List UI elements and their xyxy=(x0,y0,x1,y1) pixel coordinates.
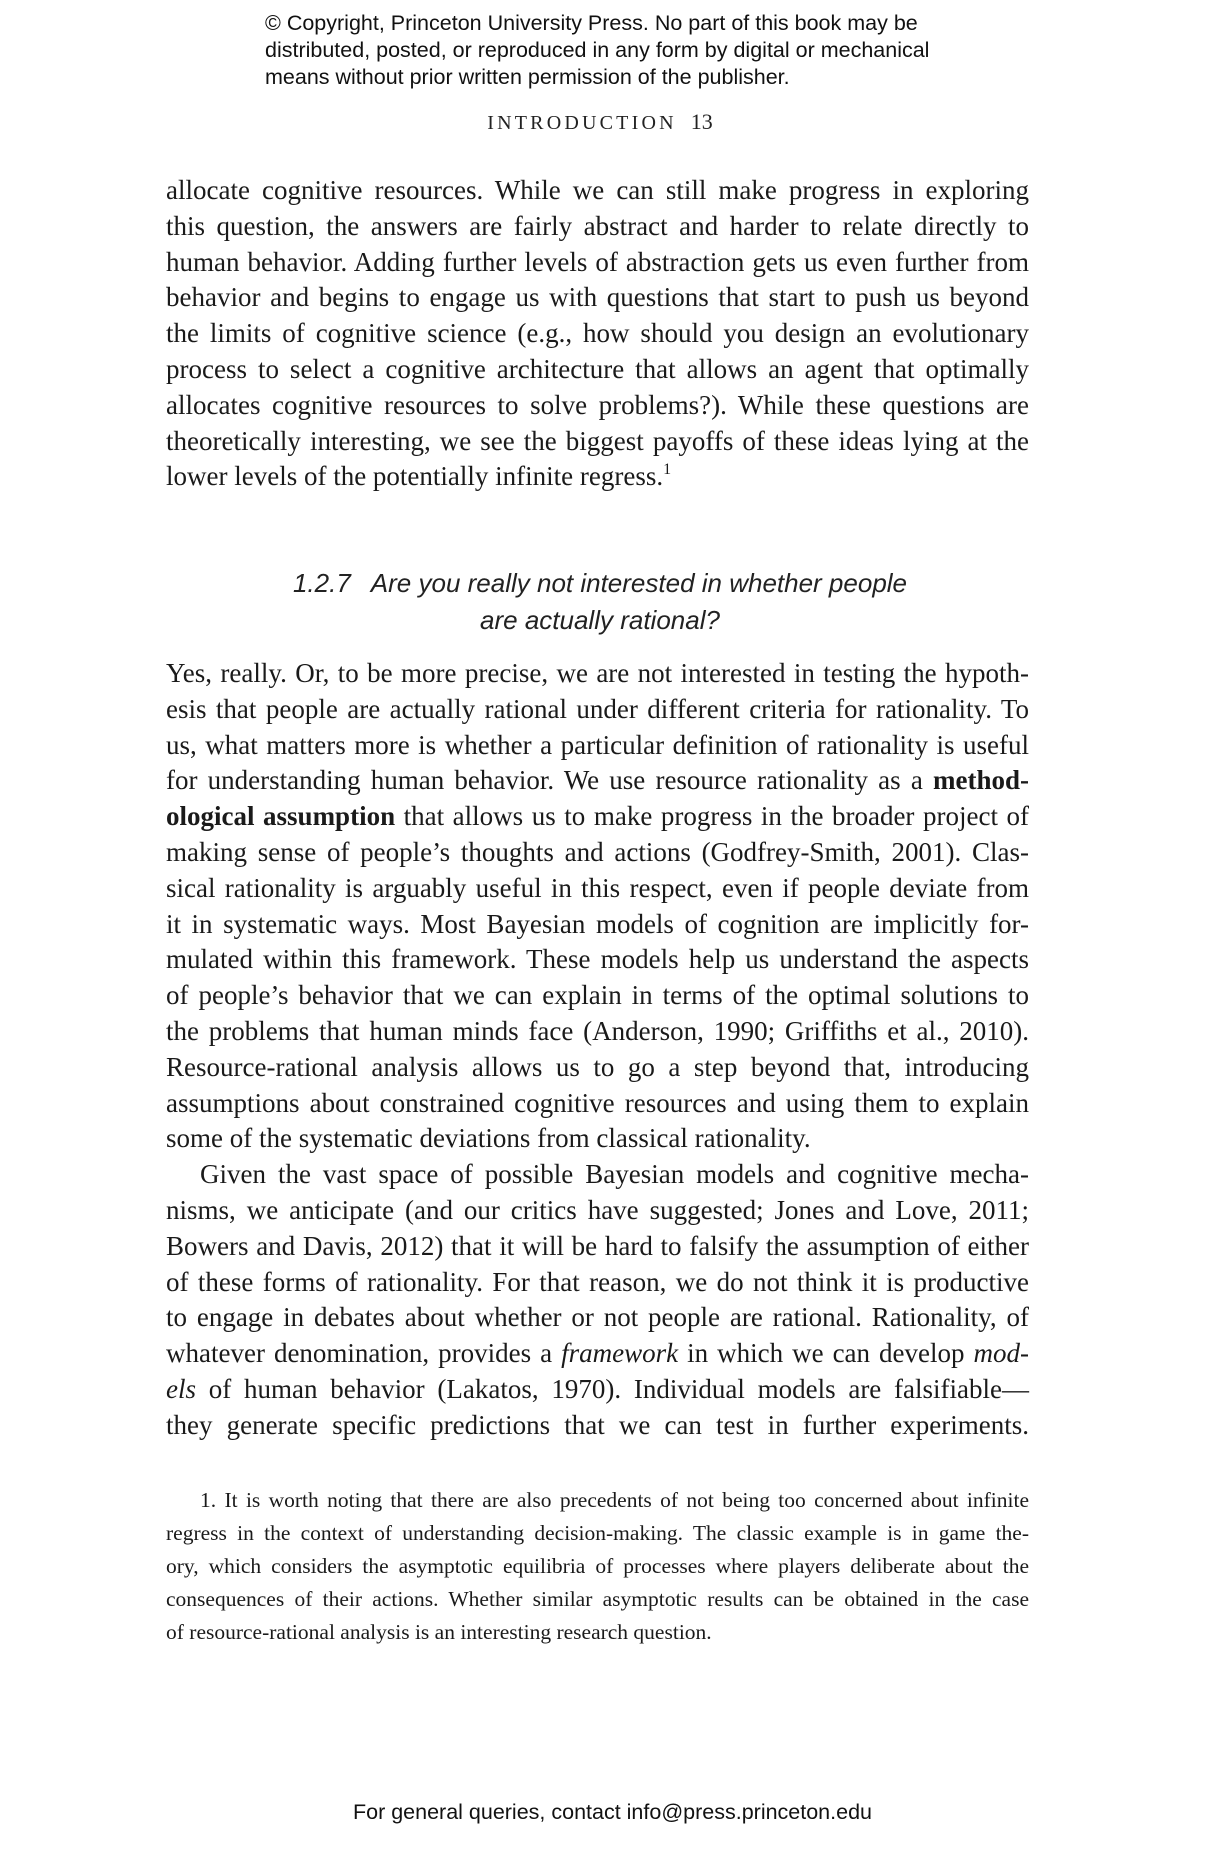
text-line: nisms, we anticipate (and our critics have suggested; Jones and Love, 2011; xyxy=(166,1194,1029,1225)
text-line: behavior and begins to engage us with questions that start to push us beyond xyxy=(166,282,1029,313)
italic-term: mod- xyxy=(973,1338,1030,1369)
text-line: this question, the answers are fairly abstract and harder to relate directly to xyxy=(166,210,1029,241)
text-line xyxy=(166,799,1029,835)
footnote-line: consequences of their actions. Whether similar asymptotic results can be obtained in the case xyxy=(166,1587,1029,1611)
text-line: some of the systematic deviations from classical rationality. xyxy=(166,1123,811,1154)
footnote-line: of resource-rational analysis is an interesting research question. xyxy=(166,1620,712,1644)
text-line: of these forms of rationality. For that reason, we do not think it is productive xyxy=(166,1266,1029,1297)
text-segment: for understanding human behavior. We use resource rationality as a xyxy=(166,765,923,796)
text-line: the problems that human minds face (Anderson, 1990; Griffiths et al., 2010). xyxy=(166,1015,1029,1046)
text-line: Resource-rational analysis allows us to go a step beyond that, introducing xyxy=(166,1051,1029,1082)
italic-term: els xyxy=(166,1373,196,1404)
text-segment: of human behavior (Lakatos, 1970). Individual models are falsifiable— xyxy=(196,1373,1029,1404)
text-line: Given the vast space of possible Bayesian models and cognitive mecha- xyxy=(200,1159,1029,1190)
text-line: making sense of people’s thoughts and actions (Godfrey-Smith, 2001). Clas- xyxy=(166,836,1029,867)
copyright-notice xyxy=(265,10,985,91)
copyright-line: © Copyright, Princeton University Press. No part of this book may be xyxy=(265,11,918,35)
footnote-marker[interactable]: 1 xyxy=(663,461,672,479)
bold-term: ological assumption xyxy=(166,801,396,832)
text-line: process to select a cognitive architecture that allows an agent that optimally xyxy=(166,353,1029,384)
paragraph-1 xyxy=(166,173,1029,495)
text-segment: whatever denomination, provides a xyxy=(166,1338,562,1369)
text-segment: lower levels of the potentially infinite regress. xyxy=(166,461,664,492)
text-line: Yes, really. Or, to be more precise, we are not interested in testing the hypoth- xyxy=(166,658,1029,688)
text-line: allocate cognitive resources. While we can still make progress in exploring xyxy=(166,175,1029,205)
footnote-line: ory, which considers the asymptotic equilibria of processes where players deliberate about the xyxy=(166,1554,1029,1578)
section-title-part-1: Are you really not interested in whether people xyxy=(370,568,908,598)
running-head-title: INTRODUCTION xyxy=(487,112,677,134)
copyright-line: distributed, posted, or reproduced in any form by digital or mechanical xyxy=(265,38,930,62)
text-line: us, what matters more is whether a particular definition of rationality is useful xyxy=(166,729,1029,760)
page-number: 13 xyxy=(690,109,713,134)
footer-contact: For general queries, contact info@press.princeton.edu xyxy=(352,1800,872,1824)
text-line: they generate specific predictions that we can test in further experiments. xyxy=(166,1409,1029,1440)
footnote-line: 1. It is worth noting that there are also precedents of not being too concerned about infinite xyxy=(200,1488,1029,1512)
text-segment: that allows us to make progress in the broader project of xyxy=(395,801,1029,832)
italic-term: framework xyxy=(561,1338,679,1369)
text-line: Bowers and Davis, 2012) that it will be hard to falsify the assumption of either xyxy=(166,1230,1029,1261)
section-heading-line-1 xyxy=(0,565,1200,602)
text-line: esis that people are actually rational under different criteria for rationality. To xyxy=(166,693,1029,724)
text-segment: in which we can develop xyxy=(678,1338,974,1369)
text-line xyxy=(166,459,1029,495)
section-title-part-2: are actually rational? xyxy=(480,605,720,635)
copyright-line: means without prior written permission of the publisher. xyxy=(265,65,790,89)
text-line: assumptions about constrained cognitive resources and using them to explain xyxy=(166,1087,1029,1118)
text-line: to engage in debates about whether or not people are rational. Rationality, of xyxy=(166,1302,1029,1333)
text-line: allocates cognitive resources to solve problems?). While these questions are xyxy=(166,389,1029,420)
text-line xyxy=(166,1336,1029,1372)
text-line: the limits of cognitive science (e.g., how should you design an evolutionary xyxy=(166,318,1029,349)
text-line: human behavior. Adding further levels of abstraction gets us even further from xyxy=(166,246,1029,277)
footnote-line: regress in the context of understanding decision-making. The classic example is in game the- xyxy=(166,1521,1029,1545)
text-line xyxy=(166,763,1029,799)
text-line xyxy=(166,1372,1029,1408)
footnote xyxy=(166,1484,1029,1649)
text-line: it in systematic ways. Most Bayesian models of cognition are implicitly for- xyxy=(166,908,1029,939)
text-line: sical rationality is arguably useful in this respect, even if people deviate from xyxy=(166,872,1029,903)
section-number: 1.2.7 xyxy=(292,568,351,598)
paragraph-2 xyxy=(166,656,1029,1444)
text-line: mulated within this framework. These models help us understand the aspects xyxy=(166,944,1029,975)
section-heading xyxy=(0,565,1200,639)
text-line: theoretically interesting, we see the biggest payoffs of these ideas lying at the xyxy=(166,425,1029,456)
bold-term: method- xyxy=(933,765,1029,796)
running-head xyxy=(0,109,1200,135)
text-line: of people’s behavior that we can explain in terms of the optimal solutions to xyxy=(166,980,1029,1011)
